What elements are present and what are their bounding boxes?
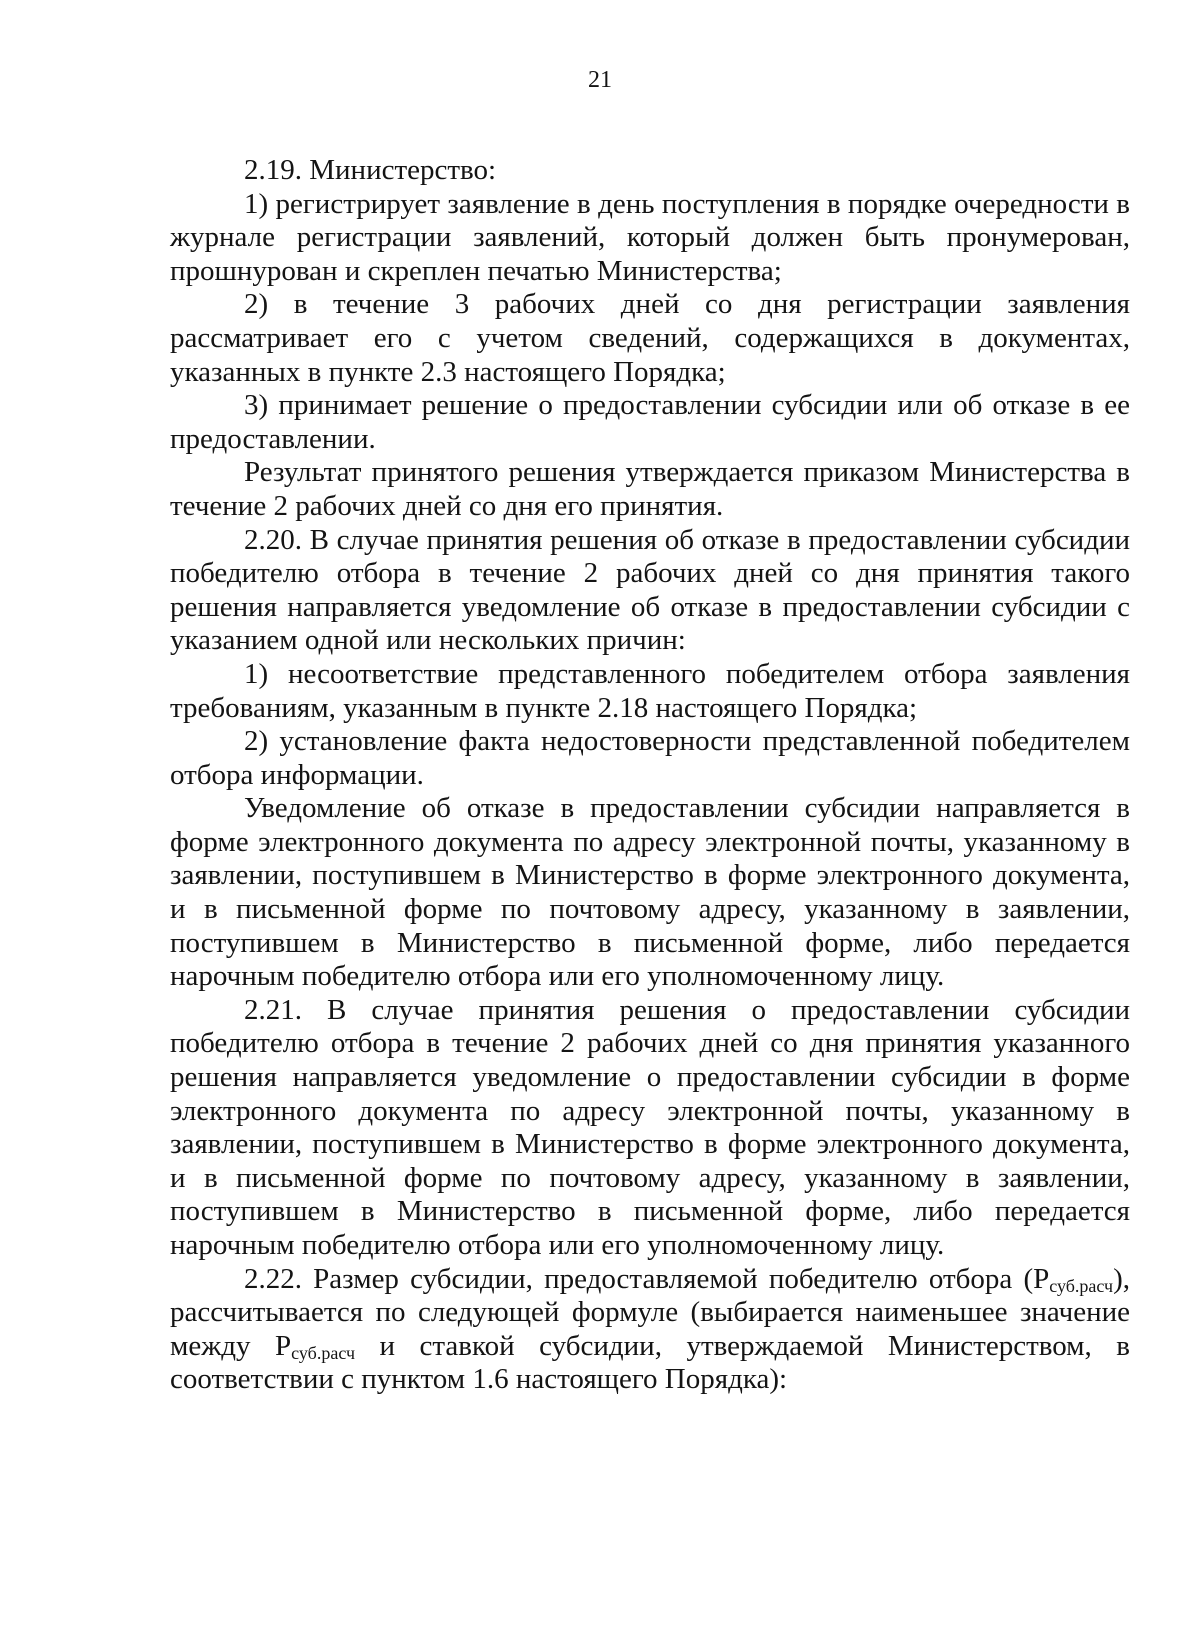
paragraph-2-21: 2.21. В случае принятия решения о предоставлении субсидии победителю отбора в течение 2 рабочих дней со дня принятия указанного решения направляется уведомление о предоставлении субсидии в форме электронного документа по адресу электронной почты, указанному в заявлении, поступившем в Министерство в форме электронного документа, и в письменной форме по почтовому адресу, указанному в заявлении, поступившем в Министерство в письменной форме, либо передается нарочным победителю отбора или его уполномоченному лицу.: [170, 993, 1130, 1261]
document-body: [170, 154, 1130, 1397]
paragraph-2-19-item-1: 1) регистрирует заявление в день поступления в порядке очередности в журнале регистрации заявлений, который должен быть пронумерован, прошнурован и скреплен печатью Министерства;: [170, 187, 1130, 287]
paragraph-result: Результат принятого решения утверждается приказом Министерства в течение 2 рабочих дней со дня его принятия.: [170, 456, 1130, 522]
paragraph-2-22-text-1: 2.22. Размер субсидии, предоставляемой победителю отбора (Р: [244, 1262, 1050, 1295]
paragraph-refusal-notice: Уведомление об отказе в предоставлении субсидии направляется в форме электронного документа по адресу электронной почты, указанному в заявлении, поступившем в Министерство в форме электронного документа, и в письменной форме по почтовому адресу, указанному в заявлении, поступившем в Министерство в письменной форме, либо передается нарочным победителю отбора или его уполномоченному лицу.: [170, 792, 1130, 993]
paragraph-2-20-item-1: 1) несоответствие представленного победителем отбора заявления требованиям, указанным в пункте 2.18 настоящего Порядка;: [170, 657, 1130, 724]
page-number: 21: [588, 67, 612, 93]
paragraph-2-22: [170, 1263, 1130, 1397]
paragraph-2-22-text-2: ), рассчитывается по следующей формуле (выбирается наименьшее значение между Р: [170, 1262, 1130, 1362]
subscript-sub-rasch-2: суб.расч: [291, 1342, 355, 1363]
paragraph-2-19-item-3: 3) принимает решение о предоставлении субсидии или об отказе в ее предоставлении.: [170, 389, 1130, 455]
paragraph-2-20: 2.20. В случае принятия решения об отказе в предоставлении субсидии победителю отбора в течение 2 рабочих дней со дня принятия такого решения направляется уведомление об отказе в предоставлении субсидии с указанием одной или нескольких причин:: [170, 523, 1130, 657]
subscript-sub-rasch-1: суб.расч: [1049, 1275, 1114, 1296]
paragraph-2-22-text-3: и ставкой субсидии, утверждаемой Министерством, в соответствии с пунктом 1.6 настоящего Порядка):: [170, 1329, 1130, 1396]
paragraph-2-19: 2.19. Министерство:: [244, 154, 497, 186]
paragraph-2-20-item-2: 2) установление факта недостоверности представленной победителем отбора информации.: [170, 725, 1130, 791]
paragraph-2-19-item-2: 2) в течение 3 рабочих дней со дня регистрации заявления рассматривает его с учетом сведений, содержащихся в документах, указанных в пункте 2.3 настоящего Порядка;: [170, 288, 1130, 388]
